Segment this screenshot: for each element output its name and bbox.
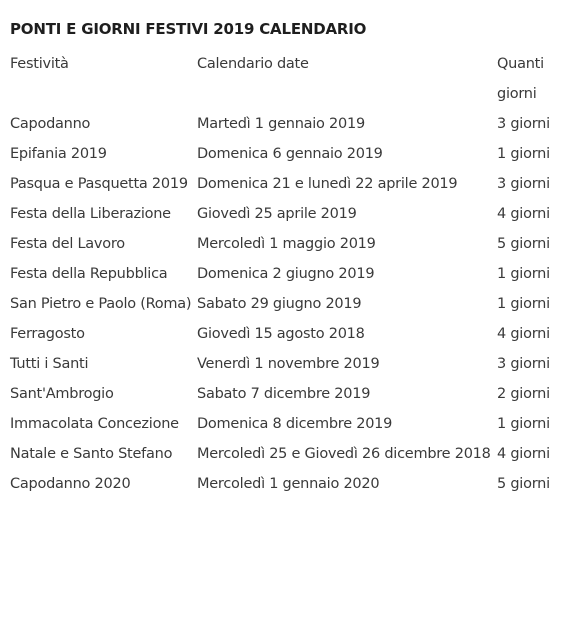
holiday-date: Sabato 7 dicembre 2019 xyxy=(197,386,371,402)
holiday-name: Tutti i Santi xyxy=(10,356,89,372)
holiday-name: Festa della Liberazione xyxy=(10,206,171,222)
holiday-date: Venerdì 1 novembre 2019 xyxy=(197,356,380,372)
holiday-days: 1 giorni xyxy=(497,416,550,432)
holiday-name: Epifania 2019 xyxy=(10,146,107,162)
holiday-name: Festa del Lavoro xyxy=(10,236,125,252)
table-row xyxy=(10,169,562,199)
holiday-date: Domenica 8 dicembre 2019 xyxy=(197,416,393,432)
table-body xyxy=(10,109,562,499)
table-row xyxy=(10,439,562,469)
holiday-date: Sabato 29 giugno 2019 xyxy=(197,296,362,312)
holiday-days: 1 giorni xyxy=(497,296,550,312)
holiday-name: Festa della Repubblica xyxy=(10,266,168,282)
holiday-days: 5 giorni xyxy=(497,476,550,492)
table-row xyxy=(10,409,562,439)
table-row xyxy=(10,199,562,229)
holiday-name: Ferragosto xyxy=(10,326,85,342)
holiday-name: Capodanno 2020 xyxy=(10,476,131,492)
table-row xyxy=(10,259,562,289)
table-row xyxy=(10,229,562,259)
holiday-days: 5 giorni xyxy=(497,236,550,252)
holiday-days: 3 giorni xyxy=(497,356,550,372)
holiday-date: Mercoledì 1 gennaio 2020 xyxy=(197,476,380,492)
holiday-name: San Pietro e Paolo (Roma) xyxy=(10,296,192,312)
holiday-date: Giovedì 15 agosto 2018 xyxy=(197,326,365,342)
holiday-date: Mercoledì 1 maggio 2019 xyxy=(197,236,376,252)
holiday-name: Pasqua e Pasquetta 2019 xyxy=(10,176,188,192)
header-date: Calendario date xyxy=(197,56,309,72)
holiday-days: 4 giorni xyxy=(497,326,550,342)
holiday-name: Sant'Ambrogio xyxy=(10,386,114,402)
table-row xyxy=(10,349,562,379)
header-days: Quanti giorni xyxy=(497,56,544,102)
holiday-days: 3 giorni xyxy=(497,116,550,132)
holiday-table xyxy=(10,49,562,499)
holiday-date: Martedì 1 gennaio 2019 xyxy=(197,116,365,132)
holiday-days: 1 giorni xyxy=(497,146,550,162)
holiday-days: 1 giorni xyxy=(497,266,550,282)
holiday-date: Domenica 2 giugno 2019 xyxy=(197,266,375,282)
table-row xyxy=(10,139,562,169)
table-row xyxy=(10,109,562,139)
header-holiday: Festività xyxy=(10,56,69,72)
holiday-date: Mercoledì 25 e Giovedì 26 dicembre 2018 xyxy=(197,446,491,462)
table-row xyxy=(10,319,562,349)
holiday-calendar xyxy=(10,19,562,499)
holiday-date: Domenica 6 gennaio 2019 xyxy=(197,146,383,162)
table-header xyxy=(10,49,562,109)
holiday-days: 4 giorni xyxy=(497,206,550,222)
holiday-days: 4 giorni xyxy=(497,446,550,462)
table-row xyxy=(10,469,562,499)
holiday-date: Giovedì 25 aprile 2019 xyxy=(197,206,357,222)
table-row xyxy=(10,379,562,409)
holiday-name: Natale e Santo Stefano xyxy=(10,446,173,462)
holiday-name: Immacolata Concezione xyxy=(10,416,179,432)
page-title: PONTI E GIORNI FESTIVI 2019 CALENDARIO xyxy=(10,20,367,38)
holiday-days: 2 giorni xyxy=(497,386,550,402)
table-row xyxy=(10,289,562,319)
holiday-date: Domenica 21 e lunedì 22 aprile 2019 xyxy=(197,176,458,192)
holiday-days: 3 giorni xyxy=(497,176,550,192)
table-header-row xyxy=(10,49,562,109)
holiday-name: Capodanno xyxy=(10,116,91,132)
